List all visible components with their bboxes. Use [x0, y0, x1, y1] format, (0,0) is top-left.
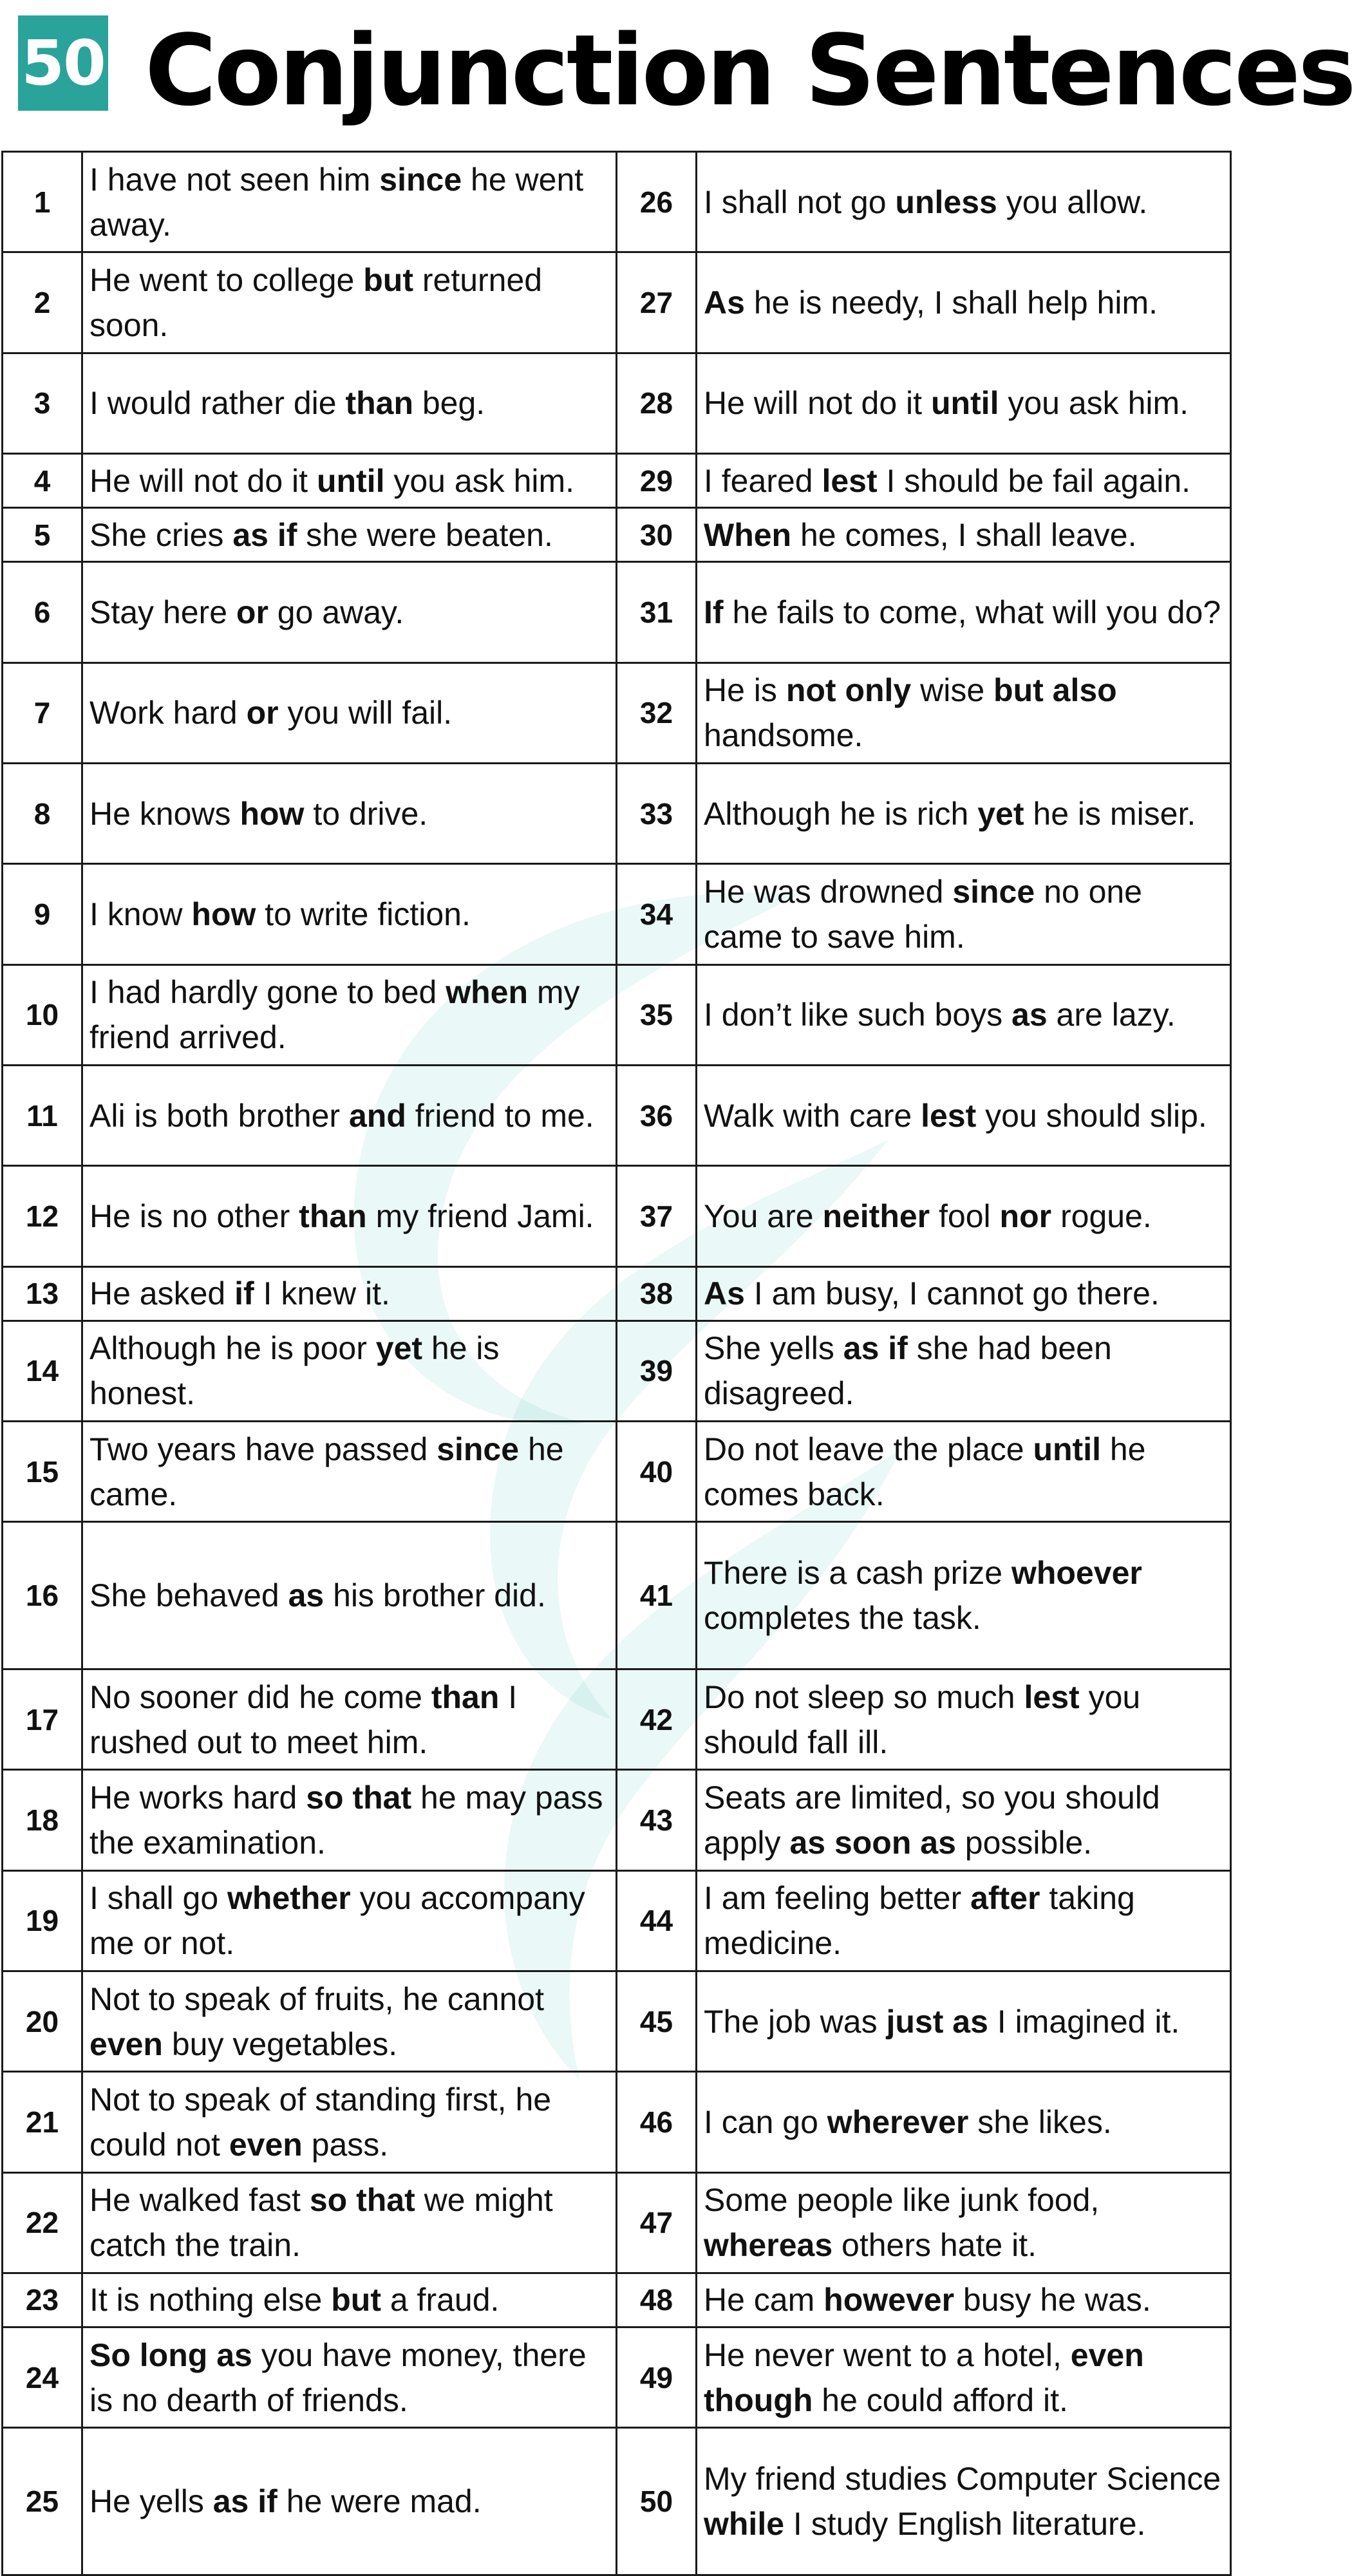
conjunction-word: lest [921, 1097, 977, 1134]
sentence-text: to drive. [304, 795, 428, 832]
sentence-text: She behaved [89, 1577, 288, 1614]
sentence-text: he could afford it. [813, 2382, 1068, 2418]
sentence-cell [697, 2273, 1231, 2327]
conjunction-word: as if [843, 1330, 908, 1367]
sentence-number: 31 [617, 562, 697, 663]
sentence-number: 12 [3, 1166, 82, 1266]
sentence-text: buy vegetables. [162, 2026, 398, 2062]
sentence-text: I am busy, I cannot go there. [744, 1275, 1160, 1312]
sentence-text: he is needy, I shall help him. [744, 284, 1158, 321]
table-row [3, 453, 1231, 507]
sentence-cell [697, 1266, 1231, 1321]
conjunction-word: as [1011, 997, 1048, 1033]
conjunction-word: since [437, 1431, 520, 1467]
sentence-text: you should slip. [976, 1097, 1207, 1134]
sentence-cell [82, 2172, 617, 2273]
sentence-cell [697, 1870, 1231, 1971]
sentence-number: 40 [617, 1422, 697, 1522]
sentence-number: 30 [617, 508, 697, 562]
sentence-text: Work hard [89, 695, 247, 731]
sentence-text: his brother did. [324, 1577, 546, 1614]
sentence-number: 4 [3, 453, 82, 507]
sentence-text: you ask him. [384, 462, 575, 499]
sentence-text: Ali is both brother [89, 1097, 349, 1134]
conjunction-word: even [229, 2126, 303, 2163]
sentence-number: 27 [617, 252, 697, 353]
sentence-number: 16 [3, 1522, 82, 1669]
sentence-text: He was drowned [704, 873, 953, 910]
sentence-number: 19 [3, 1870, 82, 1971]
sentence-cell [82, 1971, 617, 2071]
sentence-text: he went away. [89, 161, 584, 243]
conjunction-word: but also [993, 672, 1117, 709]
sentence-number: 44 [617, 1870, 697, 1971]
table-row [3, 2072, 1231, 2172]
sentence-text: He is [704, 672, 786, 709]
table-row [3, 964, 1231, 1065]
sentence-number: 26 [617, 152, 697, 252]
sentence-text: my friend arrived. [89, 974, 580, 1056]
sentence-cell [82, 252, 617, 353]
conjunction-table [1, 151, 1232, 2576]
conjunction-word: but [331, 2282, 381, 2318]
sentence-number: 13 [3, 1266, 82, 1321]
sentence-text: returned soon. [89, 261, 543, 343]
sentence-text: It is nothing else [89, 2282, 332, 2318]
sentence-text: he comes, I shall leave. [791, 516, 1137, 553]
sentence-number: 28 [617, 353, 697, 453]
conjunction-word: so that [309, 2182, 415, 2219]
table-row [3, 1422, 1231, 1522]
sentence-text: I don’t like such boys [704, 997, 1012, 1033]
sentence-text: He went to college [89, 261, 364, 298]
sentence-number: 21 [3, 2072, 82, 2172]
sentence-cell [697, 508, 1231, 562]
sentence-number: 37 [617, 1166, 697, 1266]
sentence-cell [82, 508, 617, 562]
sentence-number: 17 [3, 1669, 82, 1769]
conjunction-word: just as [886, 2003, 988, 2040]
sentence-cell [697, 2428, 1231, 2575]
conjunction-word: when [446, 974, 528, 1011]
table-row [3, 763, 1231, 863]
sentence-number: 50 [617, 2428, 697, 2575]
sentence-text: He works hard [89, 1779, 306, 1816]
sentence-text: wise [911, 672, 994, 709]
sentence-text: he fails to come, what will you do? [723, 594, 1221, 630]
sentence-cell [82, 1166, 617, 1266]
sentence-number: 20 [3, 1971, 82, 2071]
sentence-text: Not to speak of standing first, he could not [89, 2081, 552, 2163]
sentence-number: 47 [617, 2172, 697, 2273]
sentence-number: 42 [617, 1669, 697, 1769]
sentence-text: He asked [89, 1275, 235, 1312]
sentence-cell [82, 152, 617, 252]
conjunction-word: If [704, 594, 724, 630]
sentence-text: I knew it. [254, 1275, 390, 1312]
sentence-number: 35 [617, 964, 697, 1065]
sentence-text: She yells [704, 1330, 843, 1367]
sentence-cell [697, 453, 1231, 507]
sentence-number: 9 [3, 864, 82, 964]
page-header [0, 0, 1354, 148]
conjunction-word: than [299, 1198, 367, 1234]
sentence-number: 23 [3, 2273, 82, 2327]
sentence-text: I had hardly gone to bed [89, 974, 446, 1011]
sentence-text: he is miser. [1024, 795, 1196, 832]
sentence-text: he came. [89, 1431, 564, 1512]
sentence-text: He cam [704, 2282, 824, 2318]
sentence-text: My friend studies Computer Science [704, 2461, 1221, 2497]
sentence-text: He will not do it [89, 462, 317, 499]
conjunction-word: whereas [704, 2227, 833, 2264]
conjunction-word: When [704, 516, 792, 553]
sentence-text: he is honest. [89, 1330, 500, 1412]
sentence-number: 45 [617, 1971, 697, 2071]
conjunction-word: while [704, 2506, 785, 2543]
sentence-text: I feared [704, 462, 822, 499]
sentence-number: 24 [3, 2327, 82, 2428]
conjunction-word: So long as [89, 2336, 252, 2373]
table-row [3, 2273, 1231, 2327]
sentence-number: 11 [3, 1065, 82, 1165]
conjunction-word: than [431, 1678, 500, 1715]
conjunction-word: how [191, 896, 256, 932]
sentence-cell [697, 1166, 1231, 1266]
table-row [3, 252, 1231, 353]
sentence-text: fool [930, 1198, 1000, 1234]
sentence-cell [697, 2172, 1231, 2273]
conjunction-word: so that [306, 1779, 412, 1816]
sentence-text: Although he is poor [89, 1330, 376, 1367]
conjunction-word: but [363, 261, 413, 298]
sentence-cell [697, 252, 1231, 353]
sentence-cell [82, 1522, 617, 1669]
sentence-number: 39 [617, 1321, 697, 1421]
sentence-cell [82, 1669, 617, 1769]
sentence-text: I have not seen him [89, 161, 380, 198]
sentence-text: He is no other [89, 1198, 299, 1234]
sentence-text: I imagined it. [988, 2003, 1180, 2040]
table-row [3, 1321, 1231, 1421]
sentence-number: 6 [3, 562, 82, 663]
conjunction-word: wherever [827, 2103, 969, 2140]
table-row [3, 562, 1231, 663]
table-row [3, 152, 1231, 252]
table-row [3, 1669, 1231, 1769]
sentence-cell [697, 964, 1231, 1065]
sentence-number: 36 [617, 1065, 697, 1165]
sentence-text: he were mad. [277, 2483, 482, 2520]
sentence-text: Do not leave the place [704, 1431, 1033, 1467]
sentence-cell [82, 1266, 617, 1321]
conjunction-word: yet [977, 795, 1024, 832]
sentence-cell [697, 1971, 1231, 2071]
sentence-text: Not to speak of fruits, he cannot [89, 1980, 544, 2017]
sentence-number: 43 [617, 1770, 697, 1870]
sentence-text: He yells [89, 2483, 213, 2520]
sentence-number: 10 [3, 964, 82, 1065]
sentence-text: you should fall ill. [704, 1678, 1141, 1760]
sentence-cell [697, 1321, 1231, 1421]
sentence-text: go away. [268, 594, 404, 630]
sentence-text: He knows [89, 795, 240, 832]
sentence-text: we might catch the train. [89, 2182, 553, 2264]
sentence-cell [697, 562, 1231, 663]
sentence-text: you allow. [997, 183, 1148, 220]
conjunction-word: whoever [1011, 1555, 1142, 1592]
conjunction-word: how [240, 795, 305, 832]
sentence-text: rogue. [1051, 1198, 1152, 1234]
table-row [3, 1266, 1231, 1321]
sentence-text: you will fail. [278, 695, 453, 731]
conjunction-word: until [316, 462, 385, 499]
sentence-cell [697, 1669, 1231, 1769]
sentence-cell [82, 864, 617, 964]
sentence-number: 3 [3, 353, 82, 453]
sentence-text: taking medicine. [704, 1880, 1135, 1962]
sentence-text: You are [704, 1198, 823, 1234]
sentence-cell [697, 1422, 1231, 1522]
sentence-text: I am feeling better [704, 1880, 971, 1917]
table-row [3, 353, 1231, 453]
sentence-cell [697, 763, 1231, 863]
sentence-cell [82, 453, 617, 507]
sentence-text: pass. [302, 2126, 389, 2163]
sentence-cell [82, 2428, 617, 2575]
sentence-text: Stay here [89, 594, 236, 630]
table-row [3, 864, 1231, 964]
sentence-text: There is a cash prize [704, 1555, 1011, 1592]
sentence-text: Some people like junk food, [704, 2182, 1100, 2219]
sentence-cell [82, 1870, 617, 1971]
conjunction-word: after [970, 1880, 1040, 1917]
sentence-text: busy he was. [954, 2282, 1151, 2318]
table-row [3, 1166, 1231, 1266]
table-row [3, 1870, 1231, 1971]
table-row [3, 508, 1231, 562]
sentence-cell [697, 1065, 1231, 1165]
sentence-number: 41 [617, 1522, 697, 1669]
sentence-text: you ask him. [999, 385, 1189, 422]
sentence-cell [82, 1065, 617, 1165]
conjunction-word: and [348, 1097, 406, 1134]
sentence-number: 18 [3, 1770, 82, 1870]
sentence-cell [697, 1522, 1231, 1669]
sentence-cell [82, 763, 617, 863]
conjunction-word: whether [227, 1880, 351, 1917]
sentence-text: I can go [704, 2103, 827, 2140]
sentence-text: he may pass the examination. [89, 1779, 603, 1861]
conjunction-word: not only [785, 672, 912, 709]
sentence-text: she had been disagreed. [704, 1330, 1112, 1412]
sentence-text: She cries [89, 516, 233, 553]
sentence-text: you have money, there is no dearth of friends. [89, 2336, 587, 2418]
sentence-text: I shall go [89, 1880, 228, 1917]
sentence-text: I would rather die [89, 385, 346, 422]
sentence-number: 1 [3, 152, 82, 252]
sentence-cell [82, 2072, 617, 2172]
sentence-text: Although he is rich [704, 795, 978, 832]
conjunction-word: lest [1024, 1678, 1080, 1715]
sentence-number: 25 [3, 2428, 82, 2575]
sentence-cell [82, 2273, 617, 2327]
sentence-text: No sooner did he come [89, 1678, 431, 1715]
sentence-number: 46 [617, 2072, 697, 2172]
table-row [3, 1522, 1231, 1669]
conjunction-word: since [952, 873, 1035, 910]
sentence-text: handsome. [704, 717, 863, 754]
conjunction-table-body [3, 152, 1231, 2575]
sentence-cell [697, 152, 1231, 252]
sentence-text: completes the task. [704, 1600, 981, 1637]
table-row [3, 1065, 1231, 1165]
sentence-text: Two years have passed [89, 1431, 437, 1467]
conjunction-word: or [236, 594, 268, 630]
sentence-text: beg. [413, 385, 485, 422]
conjunction-word: than [345, 385, 413, 422]
sentence-number: 7 [3, 663, 82, 763]
table-row [3, 1770, 1231, 1870]
sentence-cell [82, 663, 617, 763]
sentence-text: no one came to save him. [704, 873, 1142, 955]
sentence-text: Seats are limited, so you should apply [704, 1779, 1160, 1861]
sentence-text: are lazy. [1047, 997, 1176, 1033]
sentence-text: I rushed out to meet him. [89, 1678, 518, 1760]
sentence-number: 22 [3, 2172, 82, 2273]
conjunction-word: As [704, 1275, 745, 1312]
sentence-cell [697, 2072, 1231, 2172]
sentence-text: He never went to a hotel, [704, 2336, 1071, 2373]
table-row [3, 1971, 1231, 2071]
sentence-cell [82, 1321, 617, 1421]
sentence-cell [697, 353, 1231, 453]
sentence-cell [697, 663, 1231, 763]
sentence-cell [82, 1770, 617, 1870]
sentence-text: I should be fail again. [877, 462, 1191, 499]
sentence-cell [697, 1770, 1231, 1870]
sentence-number: 15 [3, 1422, 82, 1522]
sentence-number: 5 [3, 508, 82, 562]
page-title: Conjunction Sentences [145, 14, 1354, 127]
sentence-number: 8 [3, 763, 82, 863]
sentence-cell [697, 864, 1231, 964]
sentence-number: 33 [617, 763, 697, 863]
count-badge: 50 [18, 15, 108, 111]
sentence-text: He will not do it [704, 385, 931, 422]
sentence-number: 34 [617, 864, 697, 964]
conjunction-word: even though [704, 2336, 1144, 2418]
sentence-text: others hate it. [832, 2227, 1037, 2264]
sentence-text: she were beaten. [297, 516, 553, 553]
sentence-cell [697, 2327, 1231, 2428]
sentence-text: a fraud. [381, 2282, 500, 2318]
conjunction-word: as [288, 1577, 324, 1614]
conjunction-word: yet [375, 1330, 423, 1367]
sentence-text: he comes back. [704, 1431, 1146, 1512]
sentence-number: 2 [3, 252, 82, 353]
sentence-number: 32 [617, 663, 697, 763]
conjunction-word: as if [212, 2483, 277, 2520]
sentence-text: you accompany me or not. [89, 1880, 585, 1962]
sentence-number: 29 [617, 453, 697, 507]
conjunction-word: as if [232, 516, 297, 553]
conjunction-word: or [246, 695, 279, 731]
sentence-number: 38 [617, 1266, 697, 1321]
conjunction-word: nor [999, 1198, 1052, 1234]
conjunction-word: as soon as [789, 1824, 956, 1861]
sentence-text: I shall not go [704, 183, 896, 220]
sentence-text: The job was [704, 2003, 887, 2040]
sentence-cell [82, 353, 617, 453]
table-row [3, 2428, 1231, 2575]
table-row [3, 2327, 1231, 2428]
sentence-text: to write fiction. [256, 896, 471, 932]
sentence-text: Do not sleep so much [704, 1678, 1024, 1715]
table-row [3, 2172, 1231, 2273]
table-row [3, 663, 1231, 763]
conjunction-word: until [930, 385, 999, 422]
sentence-number: 49 [617, 2327, 697, 2428]
conjunction-word: even [89, 2026, 163, 2062]
sentence-cell [82, 964, 617, 1065]
conjunction-word: unless [895, 183, 997, 220]
conjunction-word: until [1033, 1431, 1101, 1467]
conjunction-word: lest [822, 462, 878, 499]
conjunction-word: since [379, 161, 462, 198]
sentence-cell [82, 1422, 617, 1522]
conjunction-word: neither [822, 1198, 930, 1234]
sentence-text: I know [89, 896, 192, 932]
sentence-number: 14 [3, 1321, 82, 1421]
sentence-text: friend to me. [406, 1097, 594, 1134]
sentence-cell [82, 562, 617, 663]
sentence-text: Walk with care [704, 1097, 921, 1134]
sentence-text: He walked fast [89, 2182, 310, 2219]
sentence-number: 48 [617, 2273, 697, 2327]
conjunction-word: if [234, 1275, 254, 1312]
sentence-text: possible. [955, 1824, 1093, 1861]
sentence-text: she likes. [968, 2103, 1112, 2140]
sentence-text: I study English literature. [784, 2506, 1146, 2543]
sentence-text: my friend Jami. [366, 1198, 594, 1234]
conjunction-word: As [704, 284, 745, 321]
conjunction-word: however [823, 2282, 955, 2318]
sentence-cell [82, 2327, 617, 2428]
